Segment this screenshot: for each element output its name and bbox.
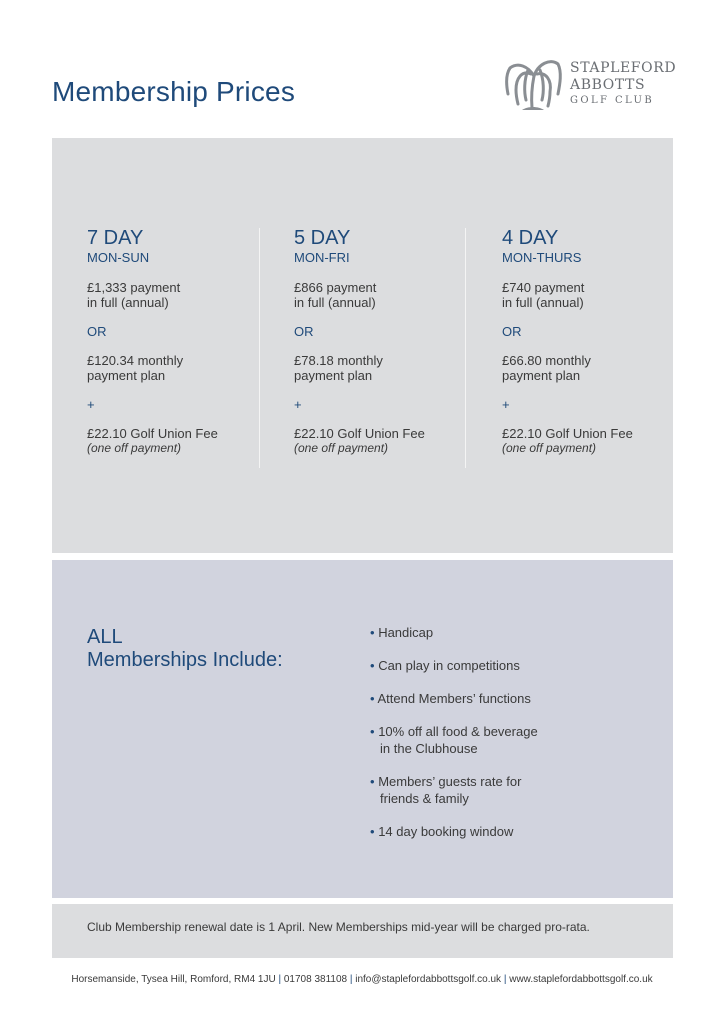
column-divider	[259, 228, 260, 468]
feature-item	[370, 624, 650, 641]
footer-separator: |	[503, 974, 507, 985]
feature-item	[370, 723, 650, 757]
column-divider	[465, 228, 466, 468]
monthly-price: £66.80 monthly	[502, 353, 591, 368]
bullet-icon: •	[370, 724, 375, 739]
renewal-note: Club Membership renewal date is 1 April. New Memberships mid-year will be charged pro-rata.	[87, 920, 590, 934]
feature-item	[370, 657, 650, 674]
plus-separator: +	[502, 397, 510, 412]
annual-price-note: in full (annual)	[87, 295, 169, 310]
footer-contact	[0, 974, 724, 985]
feature-text: Members’ guests rate for	[378, 774, 522, 789]
union-fee: £22.10 Golf Union Fee	[87, 426, 218, 441]
feature-text: Handicap	[378, 625, 434, 640]
or-separator: OR	[87, 324, 107, 339]
page-title: Membership Prices	[52, 76, 296, 107]
plan-5-day	[294, 226, 484, 456]
bullet-icon: •	[370, 774, 375, 789]
plan-4-day	[502, 226, 692, 456]
feature-text: Attend Members’ functions	[377, 691, 531, 706]
feature-item	[370, 823, 650, 840]
annual-price-note: in full (annual)	[502, 295, 584, 310]
feature-text: Can play in competitions	[378, 658, 520, 673]
annual-price: £740 payment	[502, 280, 585, 295]
annual-price: £866 payment	[294, 280, 377, 295]
footer-website-link[interactable]: www.staplefordabbottsgolf.co.uk	[509, 974, 653, 985]
bullet-icon: •	[370, 824, 375, 839]
union-fee-note: (one off payment)	[87, 441, 182, 455]
plan-name: 4 DAY	[502, 227, 559, 249]
logo-text-line1: STAPLEFORD	[570, 60, 677, 76]
bullet-icon: •	[370, 691, 375, 706]
feature-text-cont: in the Clubhouse	[380, 741, 478, 756]
includes-heading	[87, 626, 283, 672]
union-fee: £22.10 Golf Union Fee	[502, 426, 633, 441]
footer-address: Horsemanside, Tysea Hill, Romford, RM4 1JU	[71, 974, 276, 985]
bullet-icon: •	[370, 625, 375, 640]
feature-item	[370, 690, 650, 707]
logo-text-line3: GOLF CLUB	[570, 95, 655, 106]
plus-separator: +	[294, 397, 302, 412]
footer-separator: |	[349, 974, 353, 985]
union-fee: £22.10 Golf Union Fee	[294, 426, 425, 441]
plan-days: MON-THURS	[502, 250, 582, 265]
plan-days: MON-SUN	[87, 250, 150, 265]
footer-phone[interactable]: 01708 381108	[283, 974, 348, 985]
annual-price-note: in full (annual)	[294, 295, 376, 310]
features-list	[370, 624, 650, 856]
feature-text: 10% off all food & beverage	[378, 724, 538, 739]
union-fee-note: (one off payment)	[502, 441, 597, 455]
club-logo	[498, 50, 678, 114]
monthly-price: £78.18 monthly	[294, 353, 383, 368]
willow-tree-icon	[498, 50, 568, 114]
plan-name: 7 DAY	[87, 227, 144, 249]
plan-name: 5 DAY	[294, 227, 351, 249]
logo-text-line2: ABBOTTS	[570, 77, 646, 93]
union-fee-note: (one off payment)	[294, 441, 389, 455]
monthly-price-note: payment plan	[294, 368, 373, 383]
monthly-price: £120.34 monthly	[87, 353, 184, 368]
bullet-icon: •	[370, 658, 375, 673]
footer-email-link[interactable]: info@staplefordabbottsgolf.co.uk	[355, 974, 502, 985]
plan-7-day	[87, 226, 277, 456]
annual-price: £1,333 payment	[87, 280, 181, 295]
plan-days: MON-FRI	[294, 250, 350, 265]
footer-separator: |	[278, 974, 282, 985]
includes-heading-line1: ALL	[87, 626, 123, 648]
or-separator: OR	[294, 324, 314, 339]
feature-text: 14 day booking window	[378, 824, 514, 839]
includes-heading-line2: Memberships Include:	[87, 649, 283, 671]
monthly-price-note: payment plan	[87, 368, 166, 383]
feature-item	[370, 773, 650, 807]
monthly-price-note: payment plan	[502, 368, 581, 383]
feature-text-cont: friends & family	[380, 791, 469, 806]
or-separator: OR	[502, 324, 522, 339]
plus-separator: +	[87, 397, 95, 412]
